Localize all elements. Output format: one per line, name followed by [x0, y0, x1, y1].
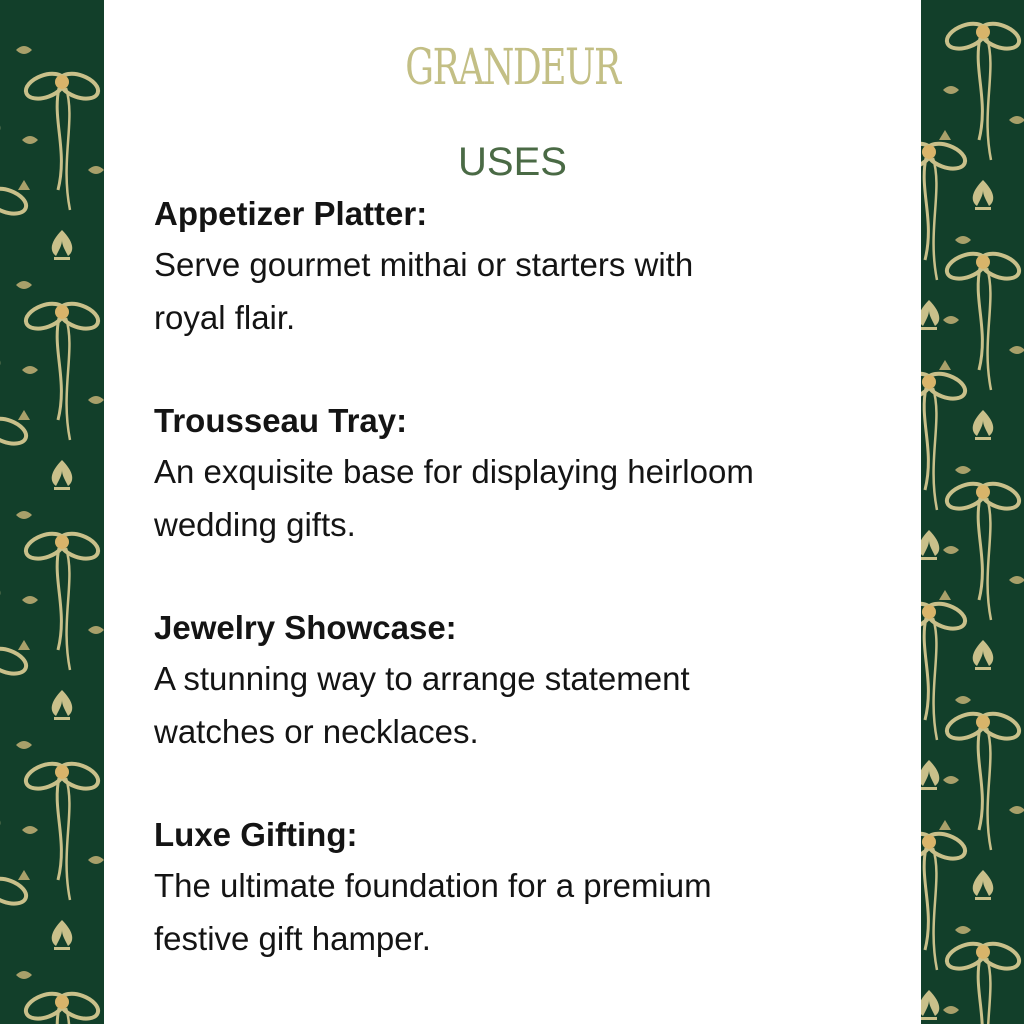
use-title: Jewelry Showcase:	[154, 609, 457, 646]
use-item-luxe-gifting	[154, 811, 894, 965]
section-heading: USES	[458, 140, 567, 184]
content-panel	[104, 0, 921, 1024]
use-item-trousseau-tray	[154, 397, 894, 551]
use-description-line: wedding gifts.	[154, 506, 356, 543]
use-item-jewelry-showcase	[154, 604, 894, 758]
use-title: Appetizer Platter:	[154, 195, 428, 232]
bow-ribbon-pattern-icon	[921, 0, 1024, 1024]
use-description-line: An exquisite base for displaying heirloom	[154, 453, 754, 490]
use-description-line: The ultimate foundation for a premium	[154, 867, 712, 904]
brand-logo: GRANDEUR	[405, 38, 620, 96]
use-description-line: festive gift hamper.	[154, 920, 431, 957]
uses-list	[154, 190, 894, 1018]
use-title: Trousseau Tray:	[154, 402, 408, 439]
use-title: Luxe Gifting:	[154, 816, 358, 853]
right-ornamental-border	[921, 0, 1024, 1024]
use-description-line: Serve gourmet mithai or starters with	[154, 246, 694, 283]
use-description-line: watches or necklaces.	[154, 713, 479, 750]
use-item-appetizer-platter	[154, 190, 894, 344]
left-ornamental-border	[0, 0, 104, 1024]
bow-ribbon-pattern-icon	[0, 0, 104, 1024]
use-description-line: royal flair.	[154, 299, 296, 336]
use-description-line: A stunning way to arrange statement	[154, 660, 690, 697]
